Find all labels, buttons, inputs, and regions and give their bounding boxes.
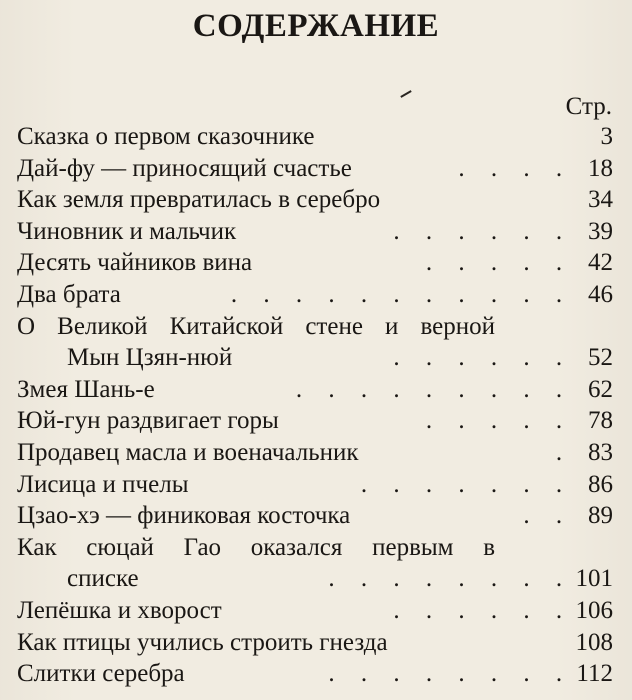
toc-entry[interactable] xyxy=(17,563,613,595)
leader-dot: . xyxy=(458,280,465,308)
toc-entry-page: 18 xyxy=(588,154,613,182)
leader-dot: . xyxy=(523,565,530,593)
leader-dot: . xyxy=(458,470,465,498)
leader-dot: . xyxy=(458,407,465,435)
leader-dot: . xyxy=(393,596,400,624)
leader-dot: . xyxy=(425,344,433,372)
leader-dot: . xyxy=(555,249,563,277)
page-column-label: Стр. xyxy=(565,93,612,120)
leader-dot: . xyxy=(295,280,303,308)
leader-dot: . xyxy=(523,249,530,277)
leader-dot: . xyxy=(425,375,433,403)
leader-dot: . xyxy=(490,154,498,182)
leader-dot: . xyxy=(425,280,433,308)
leader-dot: . xyxy=(490,249,498,277)
toc-entry-page: 78 xyxy=(588,407,613,435)
leader-dot: . xyxy=(458,344,465,372)
leader-dot: . xyxy=(490,280,498,308)
pen-mark xyxy=(400,90,411,98)
leader-dot: . xyxy=(523,154,530,182)
toc-entry-title: Змея Шань-е xyxy=(17,375,155,403)
toc-entry[interactable] xyxy=(17,627,613,659)
leader-dot: . xyxy=(393,344,400,372)
toc-entry-page: 83 xyxy=(588,438,613,466)
toc-entry[interactable] xyxy=(17,279,613,311)
leader-dot: . xyxy=(425,407,433,435)
leader-dot: . xyxy=(490,565,498,593)
leader-dot: . xyxy=(328,565,335,593)
leader-dot: . xyxy=(490,217,498,245)
leader-dot: . xyxy=(555,438,563,466)
toc-entry-title: Цзао-хэ — финиковая косточка xyxy=(17,502,351,530)
leader-dot: . xyxy=(360,280,368,308)
leader-dot: . xyxy=(393,660,400,688)
leader-dot: . xyxy=(263,280,270,308)
toc-entry-title: Юй-гун раздвигает горы xyxy=(17,407,279,435)
leader-dot: . xyxy=(425,660,433,688)
leader-dot: . xyxy=(393,565,400,593)
toc-entry-page: 101 xyxy=(575,565,613,593)
page-title: СОДЕРЖАНИЕ xyxy=(192,8,440,44)
leader-dot: . xyxy=(555,502,563,530)
toc-entry-title: Как сюцай Гао оказался первым в xyxy=(17,533,495,561)
toc-entry-page: 62 xyxy=(588,375,613,403)
leader-dot: . xyxy=(555,344,563,372)
leader-dot: . xyxy=(555,470,563,498)
leader-dot: . xyxy=(458,660,465,688)
toc-entry[interactable] xyxy=(17,184,613,216)
leader-dot: . xyxy=(458,154,465,182)
toc-entry-title: Чиновник и мальчик xyxy=(17,217,237,245)
toc-entry-title: О Великой Китайской стене и верной xyxy=(17,312,495,340)
toc-entry[interactable] xyxy=(17,658,613,690)
leader-dot: . xyxy=(360,660,368,688)
leader-dot: . xyxy=(458,596,465,624)
toc-entry[interactable] xyxy=(17,311,613,343)
toc-entry-title: Мын Цзян-нюй xyxy=(67,344,233,372)
toc-entry-page: 3 xyxy=(600,123,613,150)
toc-entry-title: Как земля превратилась в серебро xyxy=(17,186,381,214)
toc-entry-title: Слитки серебра xyxy=(17,660,185,688)
toc-entry-title: Лисица и пчелы xyxy=(17,470,189,498)
toc-entry-page: 86 xyxy=(588,470,613,498)
leader-dot: . xyxy=(458,565,465,593)
toc-entry-page: 39 xyxy=(588,217,613,245)
leader-dot: . xyxy=(360,375,368,403)
toc-entry-title: Два брата xyxy=(17,280,121,308)
leader-dot: . xyxy=(523,344,530,372)
table-of-contents xyxy=(17,121,613,690)
toc-entry[interactable] xyxy=(17,216,613,248)
toc-entry-page: 89 xyxy=(588,502,613,530)
leader-dot: . xyxy=(523,470,530,498)
leader-dot: . xyxy=(555,407,563,435)
leader-dot: . xyxy=(458,375,465,403)
leader-dot: . xyxy=(523,660,530,688)
toc-entry-page: 46 xyxy=(588,280,613,308)
leader-dot: . xyxy=(555,660,563,688)
toc-entry[interactable] xyxy=(17,342,613,374)
toc-entry[interactable] xyxy=(17,595,613,627)
leader-dot: . xyxy=(425,470,433,498)
leader-dot: . xyxy=(555,217,563,245)
leader-dot: . xyxy=(523,596,530,624)
toc-entry[interactable] xyxy=(17,500,613,532)
toc-entry-page: 42 xyxy=(588,249,613,277)
toc-entry-page: 52 xyxy=(588,344,613,372)
leader-dot: . xyxy=(523,407,530,435)
toc-entry[interactable] xyxy=(17,532,613,564)
leader-dot: . xyxy=(393,375,400,403)
leader-dot: . xyxy=(555,596,563,624)
leader-dot: . xyxy=(360,565,368,593)
leader-dot: . xyxy=(555,154,563,182)
toc-entry-title: списке xyxy=(67,565,139,593)
leader-dot: . xyxy=(393,470,400,498)
toc-entry[interactable] xyxy=(17,247,613,279)
toc-entry[interactable] xyxy=(17,153,613,185)
leader-dot: . xyxy=(393,217,400,245)
leader-dot: . xyxy=(328,660,335,688)
toc-entry[interactable] xyxy=(17,374,613,406)
toc-entry-page: 108 xyxy=(575,628,613,656)
leader-dot: . xyxy=(555,565,563,593)
toc-entry-page: 112 xyxy=(576,660,613,688)
toc-entry[interactable] xyxy=(17,469,613,501)
leader-dot: . xyxy=(490,344,498,372)
leader-dot: . xyxy=(555,280,563,308)
leader-dot: . xyxy=(425,565,433,593)
leader-dot: . xyxy=(490,660,498,688)
toc-entry-title: Десять чайников вина xyxy=(17,249,253,277)
toc-entry-title: Дай-фу — приносящий счастье xyxy=(17,154,352,182)
leader-dot: . xyxy=(523,217,530,245)
leader-dot: . xyxy=(425,596,433,624)
leader-dot: . xyxy=(230,280,238,308)
toc-entry[interactable] xyxy=(17,121,613,153)
toc-entry-page: 106 xyxy=(575,596,613,624)
leader-dot: . xyxy=(360,470,368,498)
leader-dot: . xyxy=(458,217,465,245)
toc-entry[interactable] xyxy=(17,405,613,437)
leader-dot: . xyxy=(523,375,530,403)
leader-dot: . xyxy=(490,470,498,498)
toc-entry-title: Продавец масла и военачальник xyxy=(17,438,359,466)
leader-dot: . xyxy=(328,280,335,308)
toc-entry-title: Как птицы учились строить гнезда xyxy=(17,628,388,656)
leader-dot: . xyxy=(425,217,433,245)
toc-entry-title: Лепёшка и хворост xyxy=(17,596,222,624)
toc-entry[interactable] xyxy=(17,437,613,469)
leader-dot: . xyxy=(555,375,563,403)
leader-dot: . xyxy=(490,407,498,435)
leader-dot: . xyxy=(295,375,303,403)
leader-dot: . xyxy=(458,249,465,277)
toc-entry-title: Сказка о первом сказочнике xyxy=(17,123,315,150)
leader-dot: . xyxy=(425,249,433,277)
leader-dot: . xyxy=(523,502,530,530)
leader-dot: . xyxy=(328,375,335,403)
leader-dot: . xyxy=(393,280,400,308)
leader-dot: . xyxy=(490,596,498,624)
toc-entry-page: 34 xyxy=(588,186,613,214)
leader-dot: . xyxy=(490,375,498,403)
leader-dot: . xyxy=(523,280,530,308)
